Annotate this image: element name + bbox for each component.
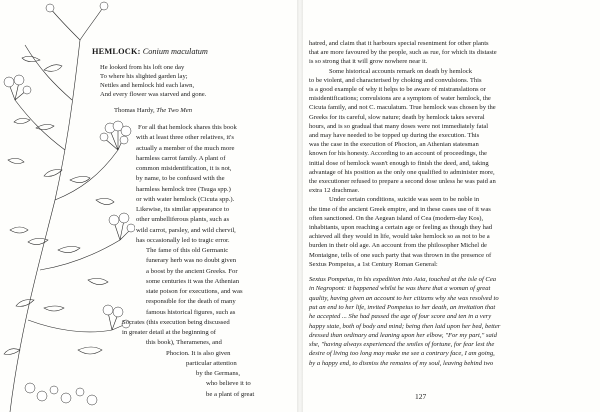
right-body-line: Under certain conditions, suicide was seen to be noble in xyxy=(329,196,480,204)
right-body-line: Montaigne, tells of one such party that was thrown in the presence of xyxy=(309,251,492,259)
left-body-line: The fame of this old Germanic xyxy=(146,247,229,254)
right-body-line: to be violent, and characterised by choking and convulsions. This xyxy=(309,76,482,84)
attribution-title: The Two Men xyxy=(156,107,193,114)
left-body-line: who believe it to xyxy=(206,380,251,388)
right-body-line: Some historical accounts remark on death by hemlock xyxy=(329,67,473,75)
right-body-line: hours, and is so gradual that many doses were not immediately fatal xyxy=(309,122,489,130)
left-body-line: wild carrot, parsley, and wild chervil, xyxy=(136,226,236,234)
right-body-line: is a good example of why it helps to be aware of mistranslations or xyxy=(309,86,486,93)
right-body-line: Greeks for its careful, slow nature; death by hemlock takes several xyxy=(309,113,485,121)
right-quote-line: quality, having given an account to her citizens why she was resolved to xyxy=(309,294,499,302)
left-body-line: by name, to be confused with the xyxy=(136,175,225,183)
chapter-heading xyxy=(92,47,292,56)
right-quote-line: desire of living too long may make me see a contrary face, I am going, xyxy=(309,350,495,358)
left-body-line: Likewise, its similar appearance to xyxy=(136,206,230,213)
right-body-line: was the case in the execution of Phocion, an Athenian statesman xyxy=(309,141,479,149)
right-body-line: known for his honesty. According to an account of proceedings, the xyxy=(309,150,487,158)
right-body-line: initial dose of hemlock wasn't enough to finish the deed, and, taking xyxy=(309,159,489,167)
left-body-line: with at least three other relatives, it's xyxy=(136,134,234,142)
left-body-line: harmless carrot family. A plant of xyxy=(136,154,226,162)
right-body-line: inhabitants, upon reaching a certain age or feeling as though they had xyxy=(309,224,493,231)
left-body-line: a boost by the ancient Greeks. For xyxy=(146,267,238,275)
right-quote-line: he accepted ... She had passed the age of four score and ten in a very xyxy=(309,313,492,321)
left-body-line: by the Germans, xyxy=(196,370,241,377)
right-body-line: advantage of his position as the only one qualified to administer more, xyxy=(309,168,495,176)
left-body-line: common misidentification, it is not, xyxy=(136,165,232,172)
right-body-line: hatred, and claim that it harbours special resentment for other plants xyxy=(309,40,489,47)
poem-line: He looked from his loft one day xyxy=(100,64,185,71)
right-quote-line: by a happy end, to dismiss the remains of my soul, leaving behind two xyxy=(309,359,494,367)
left-body-line: state poison for executions, and was xyxy=(146,288,243,295)
page-number: 127 xyxy=(415,392,427,401)
right-body-line: is so strong that it will grow nowhere near it. xyxy=(309,58,428,66)
right-body-line: Sextus Pompeius, a 1st Century Roman General: xyxy=(309,260,438,268)
poem-line: And every flower was starved and gone. xyxy=(100,91,207,98)
left-body-line: harmless hemlock tree (Tsuga spp.) xyxy=(136,185,231,193)
epigraph-poem xyxy=(100,63,290,99)
right-quote-line: dressed than ordinary and leaning upon her elbow, "For my part," said xyxy=(309,331,497,339)
poem-line: Nettles and hemlock hid each lawn, xyxy=(100,82,195,89)
right-body-line: the executioner refused to prepare a second dose unless he was paid an xyxy=(309,178,496,185)
left-body-line: in greater detail at the beginning of xyxy=(122,329,216,336)
right-quote-line: she, "having always experienced the smiles of fortune, for fear lest the xyxy=(309,341,495,349)
left-body-line: has occasionally led to tragic error. xyxy=(136,236,230,244)
right-body-line: misidentifications; convulsions are a symptom of water hemlock, the xyxy=(309,95,491,103)
right-body-line: achieved all they would in life, would take hemlock so as not to be a xyxy=(309,233,490,241)
attribution-author: Thomas Hardy, xyxy=(114,107,157,114)
left-body-line: actually a member of the much more xyxy=(136,144,235,152)
left-body-line: famous historical figures, such as xyxy=(146,308,236,316)
left-body-line: Phocion. It is also given xyxy=(166,349,231,357)
left-body-line: Socrates (this execution being discussed xyxy=(122,318,230,326)
left-body-line: be a plant of great xyxy=(206,390,255,398)
right-body-line: and may have needed to be topped up during the execution. This xyxy=(309,132,480,139)
hemlock-plant-illustration-icon xyxy=(0,0,135,412)
heading-latin-name: Conium maculatum xyxy=(142,47,208,56)
right-body-line: often sanctioned. On the Aegean island of Cea (modern-day Kos), xyxy=(309,214,484,222)
left-body-line: or with water hemlock (Cicuta spp.). xyxy=(136,195,235,203)
right-quote-line: in Negropont: it happened whilst he was there that a woman of great xyxy=(309,285,491,293)
left-body-line: For all that hemlock shares this book xyxy=(138,124,237,131)
right-body-line: extra 12 drachmae. xyxy=(309,187,360,195)
heading-common-name: HEMLOCK: xyxy=(92,47,141,56)
left-page xyxy=(0,0,297,412)
left-body-line: particular attention xyxy=(186,359,237,367)
left-body-line: funerary herb was no doubt given xyxy=(146,257,237,265)
left-body-line: other umbelliferous plants, such as xyxy=(136,216,230,224)
epigraph-attribution xyxy=(114,107,192,114)
right-quote-line: put an end to her life, invited Pompeius to her death, an invitation that xyxy=(309,303,496,311)
right-quote-line: happy state, both of body and mind; being then laid upon her bed, better xyxy=(309,322,501,330)
right-body-line: Cicuta family, and not C. maculatum. True hemlock was chosen by the xyxy=(309,104,496,112)
left-body-line: some centuries it was the Athenian xyxy=(146,277,240,285)
right-body-line: burden in their old age. An account from the philosopher Michel de xyxy=(309,242,487,250)
right-quote-line: Sextus Pompeius, in his expedition into Asia, touched at the isle of Cea xyxy=(309,276,497,283)
right-body-line: that are more favoured by the people, such as rue, for which its distaste xyxy=(309,49,497,57)
left-body-line: this book), Theramenes, and xyxy=(146,339,222,347)
right-body-line: the time of the ancient Greek empire, and in these cases use of it was xyxy=(309,205,491,213)
poem-line: To where his slighted garden lay; xyxy=(100,73,188,80)
left-body-line: responsible for the death of many xyxy=(146,298,236,306)
